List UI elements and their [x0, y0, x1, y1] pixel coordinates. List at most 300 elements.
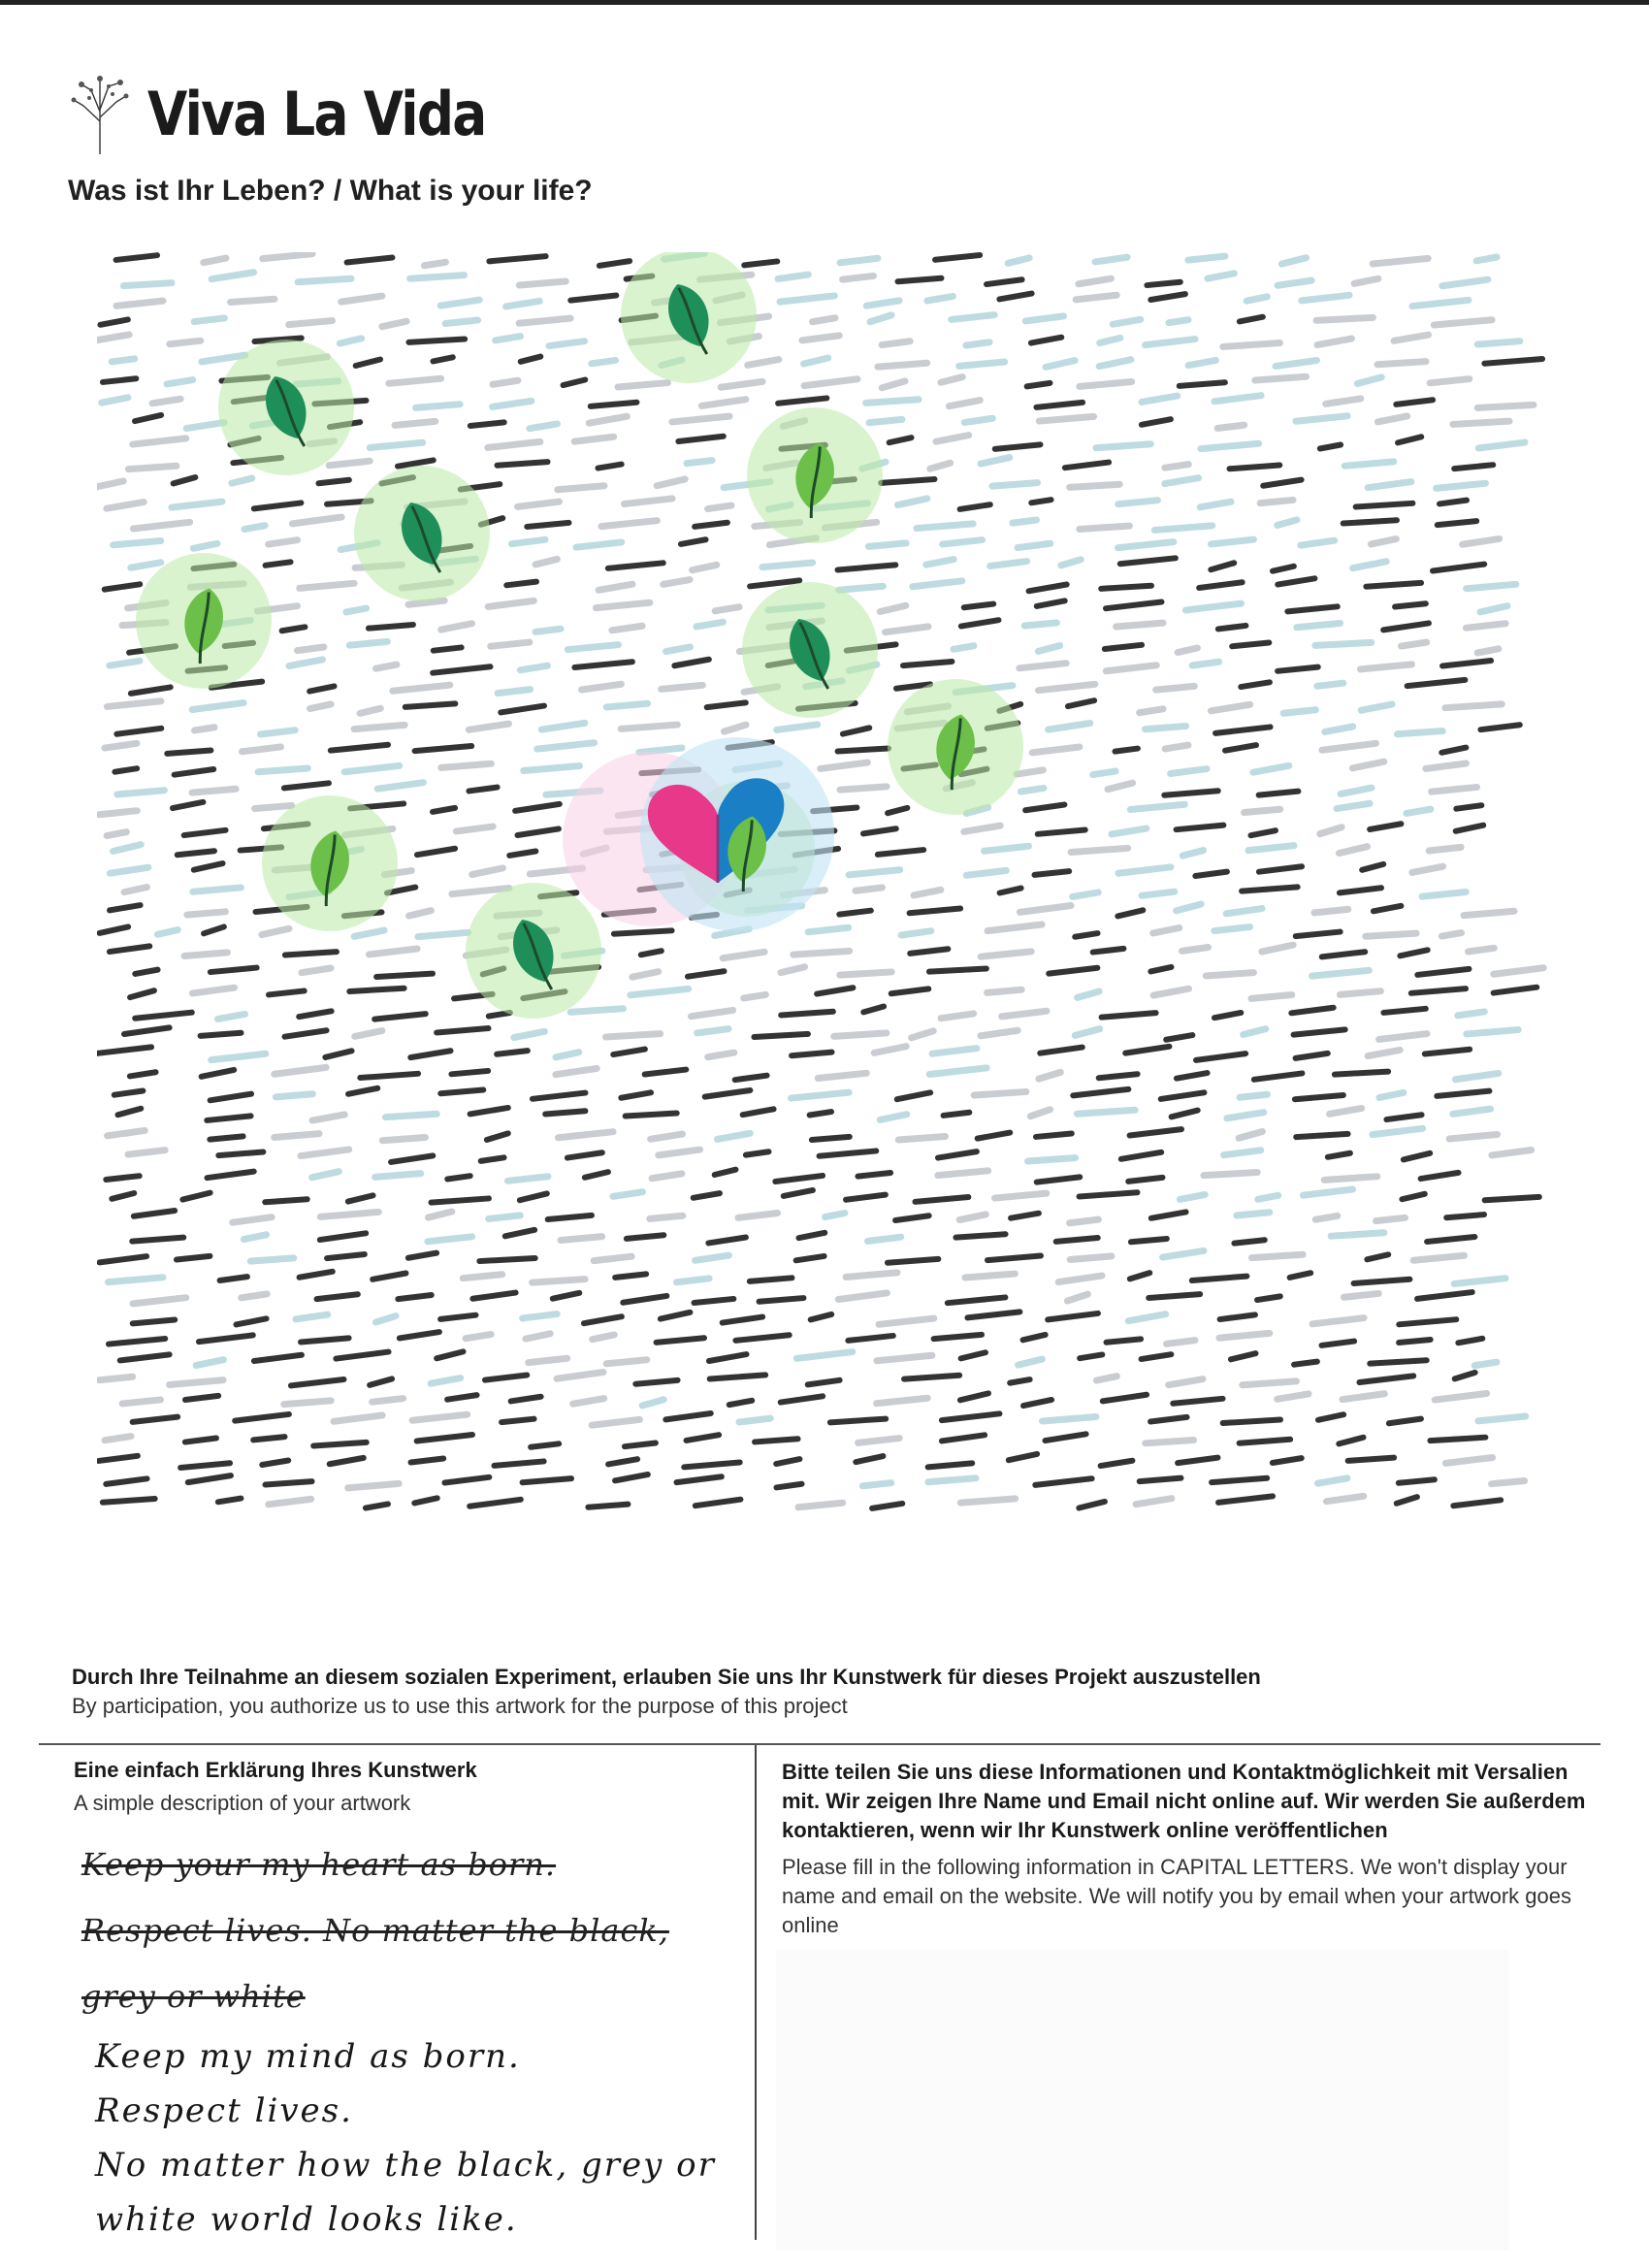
dash-stroke — [848, 1336, 892, 1341]
dash-stroke — [1214, 927, 1250, 931]
dash-stroke — [118, 1109, 142, 1116]
dash-stroke — [935, 255, 980, 260]
dash-stroke — [520, 1193, 547, 1200]
dash-stroke — [928, 1478, 976, 1482]
dash-stroke — [493, 401, 532, 406]
dash-stroke — [678, 437, 723, 441]
dash-stroke — [798, 1503, 843, 1507]
dash-stroke — [218, 1151, 263, 1155]
dash-stroke — [410, 1051, 450, 1057]
dash-stroke — [192, 789, 236, 793]
dash-stroke — [895, 1215, 929, 1220]
dash-stroke — [433, 808, 455, 812]
dash-stroke — [606, 1360, 647, 1364]
dash-stroke — [1188, 360, 1215, 365]
dash-stroke — [1430, 1438, 1485, 1441]
dash-stroke — [880, 605, 905, 611]
dash-stroke — [717, 1133, 750, 1139]
dash-stroke — [1395, 603, 1426, 606]
dash-stroke — [777, 725, 818, 730]
dash-stroke — [193, 888, 241, 891]
dash-stroke — [688, 971, 725, 977]
dash-stroke — [133, 522, 189, 529]
dash-stroke — [301, 1338, 349, 1342]
dash-stroke — [863, 1007, 884, 1013]
dash-stroke — [1077, 1110, 1135, 1114]
dash-stroke — [414, 1498, 436, 1503]
dash-stroke — [1458, 1012, 1485, 1016]
dash-stroke — [1453, 1500, 1501, 1506]
dash-stroke — [1317, 339, 1351, 344]
dash-stroke — [556, 1068, 597, 1074]
dash-stroke — [489, 1013, 510, 1017]
dash-stroke — [1019, 905, 1071, 912]
dash-stroke — [625, 1442, 656, 1446]
dash-stroke — [1128, 1314, 1165, 1321]
dash-stroke — [1112, 828, 1147, 834]
dash-stroke — [285, 1030, 327, 1036]
dash-stroke — [533, 1093, 586, 1099]
dash-stroke — [913, 581, 962, 587]
dash-stroke — [340, 339, 361, 343]
brand-title: Viva La Vida — [147, 78, 486, 149]
dash-stroke — [943, 540, 983, 545]
dash-stroke — [966, 870, 1006, 875]
dash-stroke — [1464, 911, 1514, 915]
dash-stroke — [942, 1413, 1000, 1420]
dash-stroke — [447, 1176, 469, 1179]
dash-stroke — [1101, 586, 1151, 589]
dash-stroke — [811, 1314, 831, 1320]
dash-stroke — [723, 1317, 762, 1323]
dash-stroke — [418, 932, 469, 936]
dash-stroke — [1231, 1353, 1256, 1359]
dash-stroke — [173, 802, 203, 808]
dash-stroke — [1331, 1233, 1384, 1237]
page-top-edge — [0, 0, 1649, 5]
dash-stroke — [582, 684, 622, 690]
dash-stroke — [856, 888, 882, 891]
dash-stroke — [330, 1458, 364, 1464]
dash-stroke — [186, 423, 224, 429]
dash-stroke — [1073, 1089, 1128, 1095]
dash-stroke — [109, 1339, 165, 1345]
dash-stroke — [106, 1176, 139, 1180]
dash-stroke — [292, 517, 341, 524]
dash-stroke — [567, 1152, 602, 1157]
dash-stroke — [868, 543, 906, 546]
dash-stroke — [116, 729, 161, 734]
dash-stroke — [1039, 684, 1095, 690]
dash-stroke — [781, 1396, 823, 1402]
dash-stroke — [1412, 300, 1469, 306]
dash-stroke — [204, 926, 224, 933]
dash-stroke — [1219, 1333, 1270, 1338]
dash-stroke — [1399, 1319, 1456, 1324]
dash-stroke — [393, 685, 450, 691]
dash-stroke — [243, 1235, 266, 1240]
dash-stroke — [1442, 661, 1491, 665]
dash-stroke — [194, 863, 223, 870]
dash-stroke — [1065, 463, 1109, 469]
dash-stroke — [938, 1151, 977, 1157]
dash-stroke — [1153, 988, 1188, 995]
dash-stroke — [903, 662, 952, 665]
dash-stroke — [1399, 1479, 1435, 1482]
dash-stroke — [1259, 792, 1299, 795]
dash-stroke — [178, 851, 214, 855]
dash-stroke — [527, 523, 568, 527]
dash-stroke — [105, 584, 141, 589]
dash-stroke — [1234, 1240, 1264, 1243]
dash-stroke — [284, 1401, 331, 1405]
dash-stroke — [395, 421, 436, 425]
dash-stroke — [1469, 948, 1495, 952]
dash-stroke — [1287, 606, 1337, 611]
handwritten-description — [95, 2029, 755, 2247]
dash-stroke — [1117, 910, 1143, 916]
dash-stroke — [858, 1439, 900, 1443]
header — [70, 70, 540, 157]
dash-stroke — [408, 339, 465, 341]
dash-stroke — [128, 1150, 165, 1154]
dash-stroke — [269, 540, 298, 544]
dash-stroke — [447, 1395, 476, 1400]
dash-stroke — [1070, 1219, 1099, 1223]
dash-stroke — [429, 1212, 452, 1217]
dash-stroke — [312, 1115, 344, 1120]
dash-stroke — [999, 294, 1031, 300]
struck-line: Respect lives. No matter the black, — [81, 1912, 669, 1949]
dash-stroke — [1317, 1478, 1346, 1483]
dash-stroke — [793, 951, 850, 955]
dash-stroke — [959, 362, 1005, 366]
dash-stroke — [124, 888, 146, 892]
dash-stroke — [1467, 1030, 1518, 1034]
dash-stroke — [857, 1173, 890, 1177]
dash-stroke — [1246, 297, 1267, 301]
handwritten-line: Keep my mind as born. — [95, 2037, 521, 2076]
dash-stroke — [614, 930, 672, 933]
dash-stroke — [355, 1031, 382, 1037]
dash-stroke — [433, 666, 490, 672]
dash-stroke — [167, 380, 193, 384]
dash-stroke — [874, 1047, 906, 1053]
dash-stroke — [1080, 526, 1130, 529]
dash-stroke — [1188, 256, 1225, 260]
dash-stroke — [1474, 1362, 1497, 1366]
dash-stroke — [485, 1375, 527, 1379]
dash-stroke — [1165, 745, 1188, 749]
dash-stroke — [1177, 826, 1224, 830]
dash-stroke — [840, 258, 878, 263]
dash-stroke — [1379, 1092, 1404, 1097]
dash-stroke — [1458, 1339, 1482, 1343]
dash-stroke — [1027, 383, 1051, 387]
description-heading-en: A simple description of your artwork — [74, 1791, 411, 1815]
contact-text-en: Please fill in the following information in CAPITAL LETTERS. We won't display your name and email on the website. We will notify you by email when your artwork goes online — [782, 1855, 1571, 1937]
dash-stroke — [376, 974, 433, 977]
dash-stroke — [1150, 967, 1171, 972]
dash-stroke — [1374, 906, 1402, 911]
dash-stroke — [110, 946, 149, 952]
dash-stroke — [1426, 763, 1466, 768]
dash-stroke — [1036, 403, 1083, 407]
dash-stroke — [1136, 1499, 1172, 1505]
dash-stroke — [576, 542, 622, 547]
dash-stroke — [1396, 400, 1433, 405]
column-divider — [755, 1745, 757, 2240]
dash-stroke — [626, 1114, 677, 1117]
dash-stroke — [1360, 664, 1411, 669]
dash-stroke — [519, 318, 570, 323]
dash-stroke — [1339, 847, 1367, 854]
dash-stroke — [1020, 788, 1044, 792]
dash-stroke — [1335, 1072, 1388, 1075]
dash-stroke — [889, 437, 912, 442]
dash-stroke — [275, 1094, 312, 1097]
dash-stroke — [235, 1414, 289, 1421]
dash-stroke — [375, 664, 396, 668]
dash-stroke — [1214, 396, 1261, 402]
dash-stroke — [1478, 442, 1525, 448]
dash-stroke — [778, 398, 826, 403]
dash-stroke — [878, 850, 923, 855]
dash-stroke — [255, 805, 292, 808]
dash-stroke — [1296, 932, 1341, 937]
dash-stroke — [1343, 1293, 1378, 1297]
dash-stroke — [1099, 1074, 1138, 1078]
dash-stroke — [856, 1456, 883, 1462]
dash-stroke — [929, 969, 986, 972]
dash-stroke — [1166, 1035, 1192, 1040]
dash-stroke — [744, 261, 777, 265]
dash-stroke — [1018, 543, 1051, 547]
dash-stroke — [341, 296, 382, 302]
dash-stroke — [1377, 416, 1406, 422]
dash-stroke — [601, 521, 657, 527]
dash-stroke — [1030, 1110, 1050, 1117]
dash-stroke — [994, 1193, 1046, 1198]
dash-stroke — [505, 1230, 534, 1236]
dash-stroke — [300, 1272, 333, 1278]
dash-stroke — [585, 1172, 608, 1178]
dash-stroke — [498, 462, 548, 466]
dash-stroke — [1037, 1177, 1080, 1182]
dash-stroke — [157, 930, 178, 935]
dash-stroke — [236, 1318, 266, 1324]
dash-stroke — [1100, 338, 1120, 342]
dash-stroke — [1467, 584, 1516, 588]
dash-stroke — [1180, 382, 1225, 386]
dash-stroke — [1427, 1237, 1474, 1242]
dash-stroke — [708, 1053, 734, 1057]
dash-stroke — [192, 703, 243, 710]
dash-stroke — [1386, 1115, 1421, 1119]
dash-stroke — [1283, 710, 1315, 714]
dash-stroke — [605, 1034, 660, 1037]
dash-stroke — [1130, 1273, 1149, 1279]
dash-stroke — [417, 849, 455, 855]
dash-stroke — [107, 701, 161, 707]
dash-stroke — [880, 1115, 907, 1120]
dash-stroke — [1370, 1360, 1426, 1363]
dash-stroke — [472, 868, 503, 875]
dash-stroke — [641, 951, 662, 955]
dash-stroke — [1240, 1440, 1291, 1443]
dash-stroke — [886, 627, 928, 632]
dash-stroke — [817, 988, 853, 993]
dash-stroke — [1146, 1441, 1194, 1443]
dash-stroke — [242, 747, 281, 752]
dash-stroke — [1425, 1050, 1470, 1054]
dash-stroke — [642, 1400, 663, 1406]
dash-stroke — [1073, 892, 1098, 897]
dash-stroke — [877, 1398, 928, 1404]
artwork-drawing — [97, 252, 1552, 1591]
dash-stroke — [515, 804, 560, 811]
dash-stroke — [1328, 1153, 1350, 1157]
dash-stroke — [944, 1113, 970, 1116]
dash-stroke — [1061, 560, 1081, 566]
dash-stroke — [635, 1380, 677, 1384]
dash-stroke — [1173, 1399, 1222, 1404]
dash-stroke — [1035, 871, 1070, 875]
dash-stroke — [1000, 889, 1021, 893]
dash-stroke — [1227, 1113, 1264, 1118]
dash-stroke — [433, 357, 452, 361]
dash-stroke — [917, 524, 973, 529]
dash-stroke — [501, 1419, 534, 1422]
dash-stroke — [1322, 1342, 1355, 1345]
dash-stroke — [1294, 1362, 1317, 1365]
dash-stroke — [375, 1174, 421, 1178]
dash-stroke — [417, 1435, 472, 1442]
dash-stroke — [849, 870, 900, 875]
dash-stroke — [1080, 1192, 1138, 1196]
dash-stroke — [1177, 1073, 1208, 1079]
dash-stroke — [1433, 565, 1484, 571]
dash-stroke — [1096, 444, 1150, 448]
dash-stroke — [978, 1133, 1011, 1139]
dash-stroke — [1320, 445, 1341, 449]
dash-stroke — [410, 275, 465, 279]
dash-stroke — [1340, 888, 1381, 892]
dash-stroke — [612, 626, 642, 631]
dash-stroke — [1251, 995, 1292, 999]
dash-stroke — [175, 769, 214, 775]
dash-stroke — [348, 1483, 400, 1488]
dash-stroke — [1121, 1152, 1161, 1159]
dash-stroke — [1182, 851, 1203, 857]
dash-stroke — [657, 479, 685, 486]
dash-stroke — [553, 1293, 579, 1299]
dash-stroke — [317, 1294, 358, 1299]
dash-stroke — [1199, 582, 1242, 588]
dash-stroke — [309, 686, 334, 691]
dash-stroke — [674, 660, 708, 666]
dash-stroke — [347, 258, 393, 263]
dash-stroke — [1103, 1395, 1147, 1402]
dash-stroke — [441, 624, 472, 630]
dash-stroke — [541, 723, 585, 729]
dash-stroke — [385, 1114, 436, 1117]
dash-stroke — [282, 627, 306, 631]
dash-stroke — [1025, 316, 1063, 321]
dash-stroke — [1223, 1420, 1280, 1423]
dash-stroke — [349, 641, 387, 645]
dash-stroke — [1243, 1381, 1297, 1385]
contact-info-field[interactable] — [776, 1950, 1509, 2251]
dash-stroke — [196, 1360, 223, 1366]
dash-stroke — [431, 1198, 488, 1202]
dash-stroke — [185, 1396, 218, 1400]
dash-stroke — [598, 584, 632, 590]
dash-stroke — [1322, 952, 1365, 956]
dash-stroke — [469, 1500, 521, 1507]
dash-stroke — [681, 539, 706, 544]
dash-stroke — [1371, 539, 1396, 544]
dash-stroke — [948, 1297, 1006, 1303]
dash-stroke — [898, 499, 927, 505]
dash-stroke — [266, 562, 291, 565]
dash-stroke — [1031, 500, 1051, 502]
dash-stroke — [301, 1150, 349, 1156]
dash-stroke — [1430, 379, 1470, 383]
dash-stroke — [808, 1380, 840, 1385]
dash-stroke — [98, 335, 129, 340]
dash-stroke — [1352, 761, 1383, 768]
dash-stroke — [1171, 769, 1207, 774]
dash-stroke — [493, 380, 518, 384]
dash-stroke — [724, 725, 746, 731]
handwritten-line: white world looks like. — [95, 2200, 518, 2239]
dash-stroke — [791, 1092, 849, 1098]
dash-stroke — [781, 967, 805, 973]
dash-stroke — [174, 477, 196, 483]
dash-stroke — [133, 1417, 178, 1422]
dash-stroke — [1492, 1481, 1525, 1484]
dash-stroke — [266, 1481, 312, 1484]
dash-stroke — [776, 1459, 799, 1464]
dash-stroke — [1116, 749, 1138, 752]
dash-stroke — [103, 1499, 155, 1503]
dash-stroke — [1318, 1414, 1343, 1420]
dash-stroke — [1455, 1373, 1475, 1379]
dash-stroke — [778, 275, 808, 278]
dash-stroke — [1242, 887, 1298, 891]
dash-stroke — [606, 703, 647, 707]
dash-stroke — [1107, 1339, 1142, 1342]
dash-stroke — [701, 400, 745, 406]
dash-stroke — [888, 1259, 938, 1263]
dash-stroke — [456, 826, 493, 831]
dash-stroke — [441, 763, 492, 767]
dash-stroke — [469, 788, 497, 792]
dash-stroke — [750, 1278, 792, 1281]
dash-stroke — [1362, 864, 1383, 870]
dash-stroke — [1070, 484, 1120, 487]
dash-stroke — [1341, 788, 1372, 794]
dash-stroke — [1402, 642, 1427, 646]
dash-stroke — [657, 1338, 704, 1343]
dash-stroke — [1120, 558, 1176, 564]
dash-stroke — [1192, 662, 1218, 665]
dash-stroke — [1367, 1254, 1388, 1259]
dash-stroke — [694, 1193, 720, 1198]
dash-stroke — [296, 1314, 328, 1319]
dash-stroke — [808, 927, 849, 932]
